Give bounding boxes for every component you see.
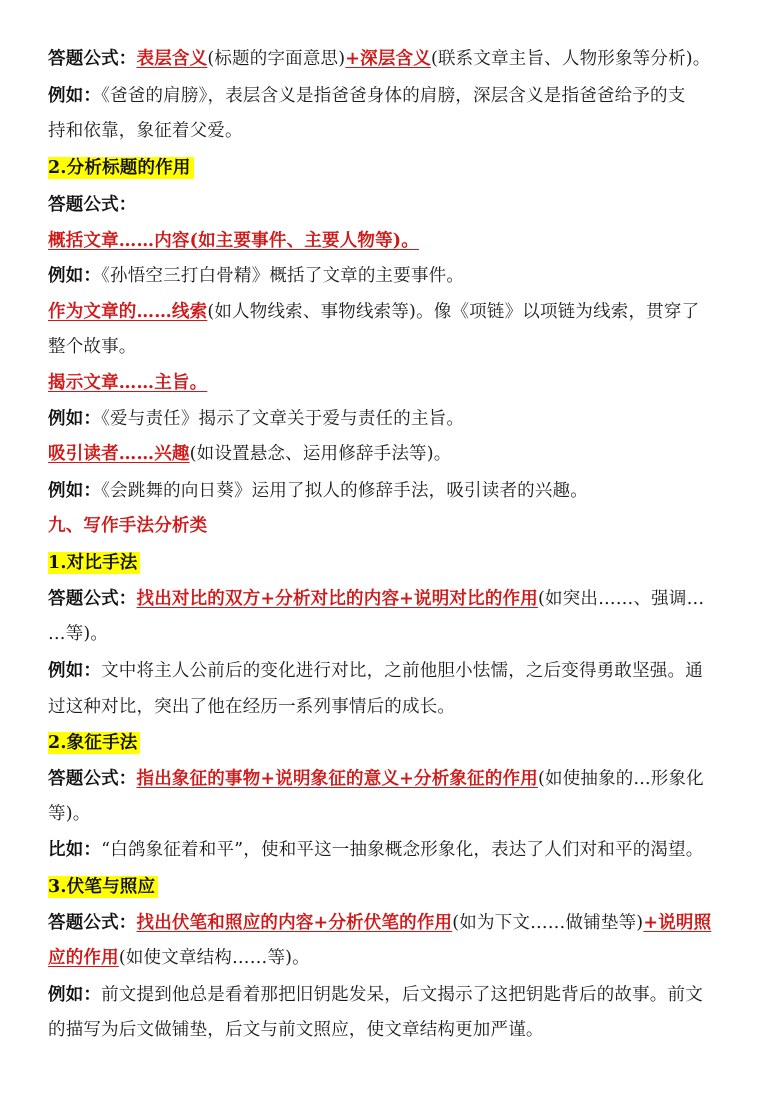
body-text: (如设置悬念、运用修辞手法等)。	[189, 444, 452, 464]
label-text: 例如：	[48, 481, 102, 501]
body-text: 整个故事。	[48, 337, 137, 357]
label-text: 答题公式：	[48, 913, 137, 933]
key-phrase: 概括文章……内容(如主要事件、主要人物等)。	[48, 231, 419, 251]
example-line	[48, 983, 750, 1007]
body-text: 等)。	[48, 804, 91, 824]
section-title: 九、写作手法分析类	[48, 516, 208, 536]
body-text: “白鸽象征着和平”，使和平这一抽象概念形象化，表达了人们对和平的渴望。	[101, 840, 704, 860]
key-phrase: 应的作用	[48, 948, 119, 968]
label-text: 例如：	[48, 409, 102, 429]
key-phrase: 找出伏笔和照应的内容+分析伏笔的作用	[136, 913, 453, 933]
formula-line-foreshadowing	[48, 911, 750, 935]
body-text: 文中将主人公前后的变化进行对比，之前他胆小怯懦，之后变得勇敢坚强。通	[101, 661, 703, 681]
body-text: 《爸爸的肩膀》，表层含义是指爸爸身体的肩膀，深层含义是指爸爸给予的支	[101, 86, 686, 106]
key-point-line	[48, 229, 750, 253]
key-point-line	[48, 371, 750, 395]
example-line	[48, 84, 750, 108]
example-line	[48, 659, 750, 683]
text-line	[48, 695, 750, 719]
key-phrase: 吸引读者……兴趣	[48, 444, 190, 464]
body-text: 《会跳舞的向日葵》运用了拟人的修辞手法，吸引读者的兴趣。	[101, 481, 588, 501]
text-line	[48, 119, 750, 143]
label-text: 例如：	[48, 985, 102, 1005]
highlighted-heading: 2.分析标题的作用	[48, 157, 194, 179]
example-line	[48, 407, 750, 431]
body-text: (标题的字面意思)	[207, 49, 346, 69]
section-heading	[48, 514, 750, 538]
formula-line-title-meaning	[48, 47, 750, 71]
subheading-title-function	[48, 156, 750, 180]
body-text: (如使抽象的...形象化	[537, 769, 704, 789]
label-text: 答题公式：	[48, 195, 137, 215]
key-phrase: 作为文章的……线索	[48, 302, 208, 322]
subheading-contrast	[48, 551, 750, 575]
body-text: 《爱与责任》揭示了文章关于爱与责任的主旨。	[101, 409, 465, 429]
body-text: (联系文章主旨、人物形象等分析)。	[430, 49, 711, 69]
formula-line-symbolism	[48, 767, 750, 791]
label-text: 例如：	[48, 86, 102, 106]
body-text: 《孙悟空三打白骨精》概括了文章的主要事件。	[101, 266, 465, 286]
text-line	[48, 335, 750, 359]
key-phrase: 指出象征的事物+说明象征的意义+分析象征的作用	[136, 769, 538, 789]
label-text: 答题公式：	[48, 49, 137, 69]
body-text: …等)。	[48, 624, 109, 644]
key-point-line	[48, 300, 750, 324]
text-line	[48, 1018, 750, 1042]
label-text: 例如：	[48, 266, 102, 286]
body-text: (如突出……、强调…	[537, 589, 705, 609]
key-phrase: +深层含义	[345, 49, 431, 69]
key-phrase: +说明照	[643, 913, 712, 933]
subheading-symbolism	[48, 731, 750, 755]
formula-line-contrast	[48, 587, 750, 611]
body-text: (如使文章结构……等)。	[118, 948, 310, 968]
formula-label-line	[48, 193, 750, 217]
label-text: 例如：	[48, 661, 102, 681]
key-phrase: 找出对比的双方+分析对比的内容+说明对比的作用	[136, 589, 538, 609]
key-phrase: 表层含义	[136, 49, 208, 69]
body-text: (如为下文……做铺垫等)	[452, 913, 644, 933]
highlighted-heading: 3.伏笔与照应	[48, 876, 158, 898]
body-text: 过这种对比，突出了他在经历一系列事情后的成长。	[48, 697, 456, 717]
label-text: 答题公式：	[48, 589, 137, 609]
label-text: 答题公式：	[48, 769, 137, 789]
example-line	[48, 838, 750, 862]
key-phrase: 揭示文章……主旨。	[48, 373, 208, 393]
body-text: 前文提到他总是看着那把旧钥匙发呆，后文揭示了这把钥匙背后的故事。前文	[101, 985, 703, 1005]
body-text: 持和依靠，象征着父爱。	[48, 121, 243, 141]
subheading-foreshadowing	[48, 875, 750, 899]
example-line	[48, 264, 750, 288]
key-point-line	[48, 442, 750, 466]
body-text: 的描写为后文做铺垫，后文与前文照应，使文章结构更加严谨。	[48, 1020, 544, 1040]
body-text: (如人物线索、事物线索等)。像《项链》以项链为线索，贯穿了	[207, 302, 700, 322]
text-line	[48, 622, 750, 646]
text-line	[48, 946, 750, 970]
example-line	[48, 479, 750, 503]
label-text: 比如：	[48, 840, 102, 860]
highlighted-heading: 2.象征手法	[48, 732, 140, 754]
text-line	[48, 802, 750, 826]
highlighted-heading: 1.对比手法	[48, 552, 140, 574]
